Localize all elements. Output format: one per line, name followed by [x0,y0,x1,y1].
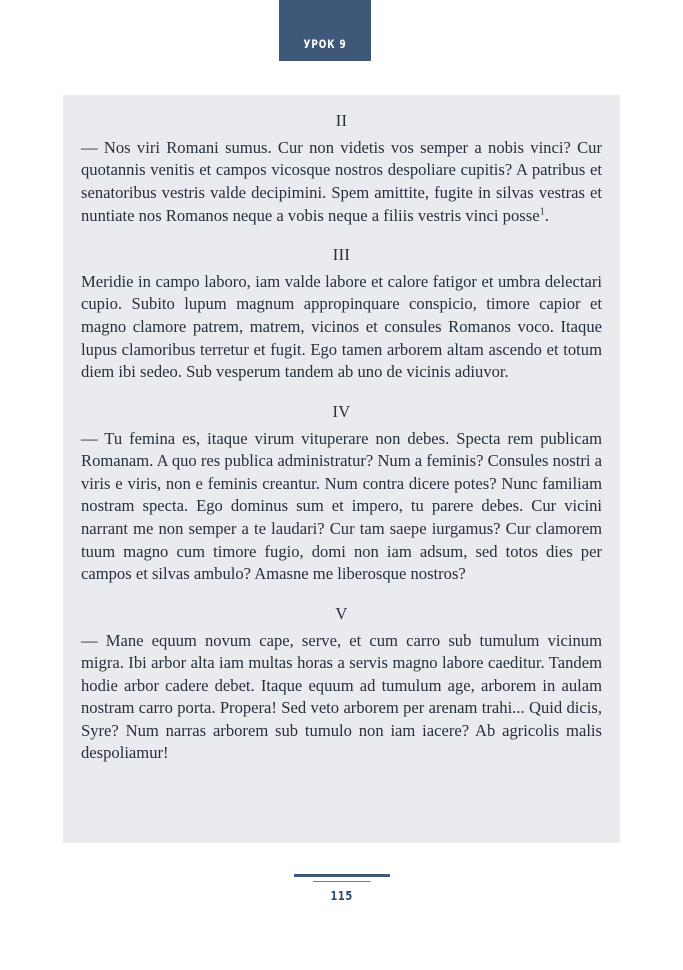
section-text: — Tu femina es, itaque virum vituperare non debes. Specta rem publicam Romanam. A quo res publica administratur? Num a feminis? Consules nostri a viris e viris, non e feminis creantur. Num contra dicere potes? Nunc familiam nostram specta. Ego dominus sum et impero, tu parere debes. Cur vicini narrant me non semper a te laudari? Cur tam saepe iurgamus? Cur clamorem tuum magno cum timore fugio, domi non iam adsum, sed totos dies per campos et silvas ambulo? Amasne me liberosque nostros? [81,428,602,584]
section-text: Meridie in campo laboro, iam valde labore et calore fatigor et umbra delectari cupio. Subito lupum magnum appropinquare conspicio, timore capior et magno clamore patrem, matrem, vicinos et consules Romanos voco. Itaque lupus clamoribus terretur et fugit. Ego tamen arborem altam ascendo et totum diem ibi sedeo. Sub vesperum tandem ab uno de vicinis adiuvor. [81,271,602,382]
section-paragraph [81,630,602,766]
section-number: IV [332,401,351,421]
section-paragraph [81,271,602,384]
text-section [81,602,602,765]
section-paragraph [81,137,602,227]
page-number: 115 [330,888,353,903]
content-panel [63,95,620,843]
section-number: II [335,111,348,130]
section-text: — Nos viri Romani sumus. Cur non videtis vos semper a nobis vinci? Cur quotannis venitis et campos vicosque nostros despoliare cupitis? A patribus et senatoribus vestris valde decipimini. Spem amittite, fugite in silvas vestras et nuntiate nos Romanos neque a vobis neque a filiis vestris vinci posse [81,137,602,225]
section-text: — Mane equum novum cape, serve, et cum carro sub tumulum vicinum migra. Ibi arbor alta iam multas horas a servis magno labore caeditur. Tandem hodie arbor cadere debet. Itaque equum ad tumulum age, arborem in aulam nostram carro porta. Propera! Sed veto arborem per arenam trahi... Quid dicis, Syre? Num narras arborem sub tumulo non iam iacere? Ab agricolis malis despoliamur! [81,630,602,763]
text-section [81,243,602,384]
section-number: V [335,603,348,623]
footer-rule-thin [313,881,371,882]
page-footer [0,874,683,903]
text-section [81,109,602,227]
lesson-tab-label: УРОК 9 [303,37,347,51]
lesson-tab [279,0,371,61]
footnote-marker: 1 [539,206,545,217]
section-text-tail: . [544,205,549,225]
section-paragraph [81,428,602,586]
text-section [81,400,602,586]
footer-rule-thick [294,874,390,877]
section-number: III [332,245,351,265]
